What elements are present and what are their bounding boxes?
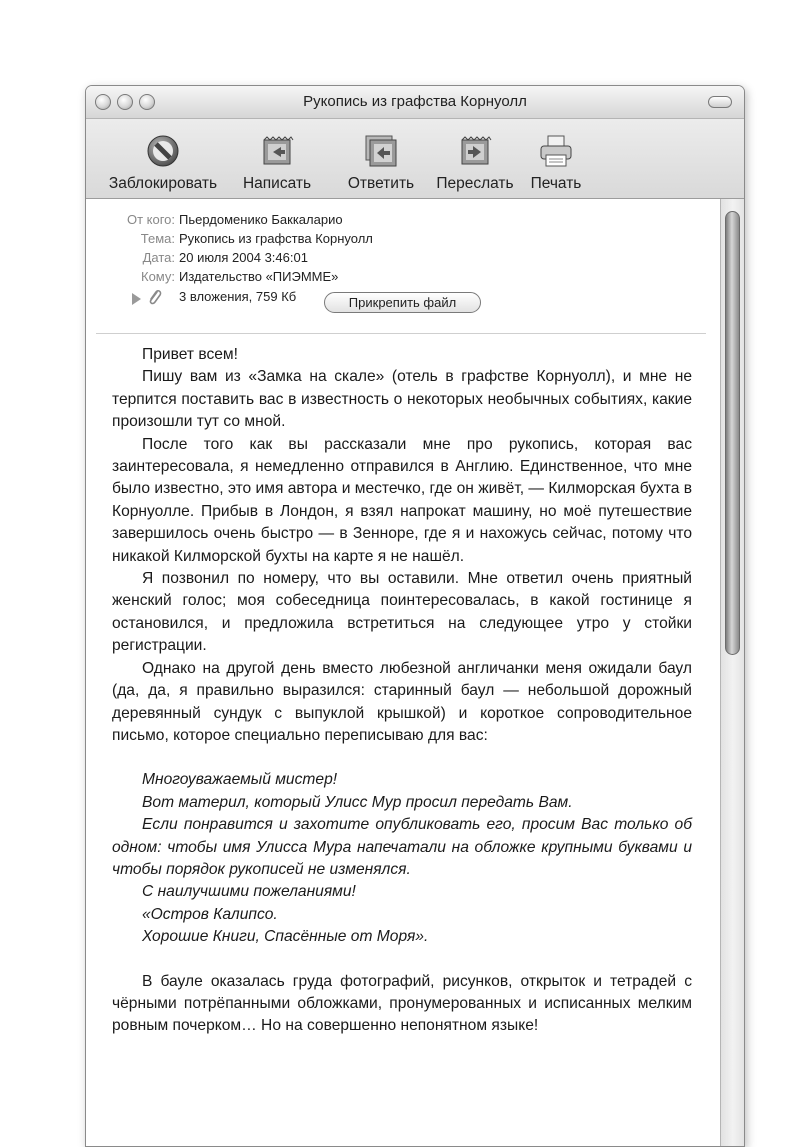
forward-button[interactable] [430,119,520,198]
title-bar[interactable] [86,86,744,119]
greeting: Привет всем! [142,346,238,363]
compose-icon [259,133,295,169]
block-label: Заблокировать [108,175,218,192]
paragraph-2: После того как вы рассказали мне про рукопись, которая вас заинтересовала, я немедленно отправился в Англию. Единственное, что мне было известно, это имя автора и местечко, где он живёт, — Килморская бухта в Корнуолле. Прибыв в Лондон, я взял напрокат машину, но моё путешествие завершилось очень быстро — в Зенноре, где я и нахожусь сейчас, потому что никакой Килморской бухты на карте я не нашёл. [112,435,692,565]
disclosure-triangle-icon[interactable] [132,293,141,305]
mail-window [85,85,745,1147]
quote-line-3: Если понравится и захотите опубликовать его, просим Вас только об одном: чтобы имя Улисса Мура напечатали на обложке крупными буквами и чтобы порядок рукописей не изменялся. [112,816,692,878]
to-label: Кому: [141,269,175,284]
reply-button[interactable] [341,119,421,198]
quote-line-6: Хорошие Книги, Спасённые от Моря». [142,928,429,946]
paragraph-4: Однако на другой день вместо любезной англичанки меня ожидали баул (да, да, я правильно выразился: старинный баул — небольшой дорожный деревянный сундук с выпуклой крышкой) и короткое сопроводительное письмо, которое специально переписываю для вас: [112,659,692,744]
print-label: Печать [530,175,582,192]
paragraph-5: В бауле оказалась груда фотографий, рисунков, открыток и тетрадей с чёрными потрёпанными обложками, пронумерованных и исписанных мелким ровным почерком… Но на совершенно непонятном языке! [112,972,692,1035]
paperclip-icon [146,287,162,307]
attachments-summary[interactable]: 3 вложения, 759 Кб [179,289,297,304]
spacer [112,747,692,769]
toolbar [86,119,744,199]
block-button[interactable] [101,119,225,198]
paragraph-1: Пишу вам из «Замка на скале» (отель в графстве Корнуолл), и мне не терпится поставить вас в известность о некоторых необычных событиях, какие произошли тут со мной. [112,368,692,431]
attach-file-button[interactable]: Прикрепить файл [324,292,481,313]
from-value[interactable]: Пьердоменико Баккаларио [179,212,343,227]
date-label: Дата: [142,250,175,265]
compose-label: Написать [242,175,312,192]
from-label: От кого: [126,212,175,227]
block-icon [145,133,181,169]
reply-label: Ответить [347,175,415,192]
forward-label: Переслать [436,175,514,192]
date-value: 20 июля 2004 3:46:01 [179,250,308,265]
toolbar-toggle-button[interactable] [708,96,732,108]
subject-value: Рукопись из графства Корнуолл [179,231,373,246]
quote-line-2: Вот материл, который Улисс Мур просил передать Вам. [142,793,573,811]
message-body [112,344,692,1038]
printer-icon [538,133,574,169]
attachments-row [86,289,710,311]
window-title: Рукопись из графства Корнуолл [303,93,527,110]
compose-button[interactable] [236,119,318,198]
scrollbar-thumb[interactable] [725,211,740,655]
quote-line-4: С наилучшими пожеланиями! [142,883,356,901]
message-headers [86,199,710,334]
header-divider [96,333,706,334]
vertical-scrollbar[interactable] [720,199,745,1146]
print-button[interactable] [526,119,586,198]
forward-icon [457,133,493,169]
paragraph-3: Я позвонил по номеру, что вы оставили. Мне ответил очень приятный женский голос; моя собеседница поинтересовалась, в какой гостинице я остановился, и предложила встретиться на следующее утро у стойки регистрации. [112,570,692,655]
spacer [112,949,692,971]
quote-line-5: «Остров Калипсо. [142,905,278,923]
quote-line-1: Многоуважаемый мистер! [142,771,338,789]
to-value[interactable]: Издательство «ПИЭММЕ» [179,269,339,284]
subject-label: Тема: [140,231,175,246]
reply-icon [363,133,399,169]
